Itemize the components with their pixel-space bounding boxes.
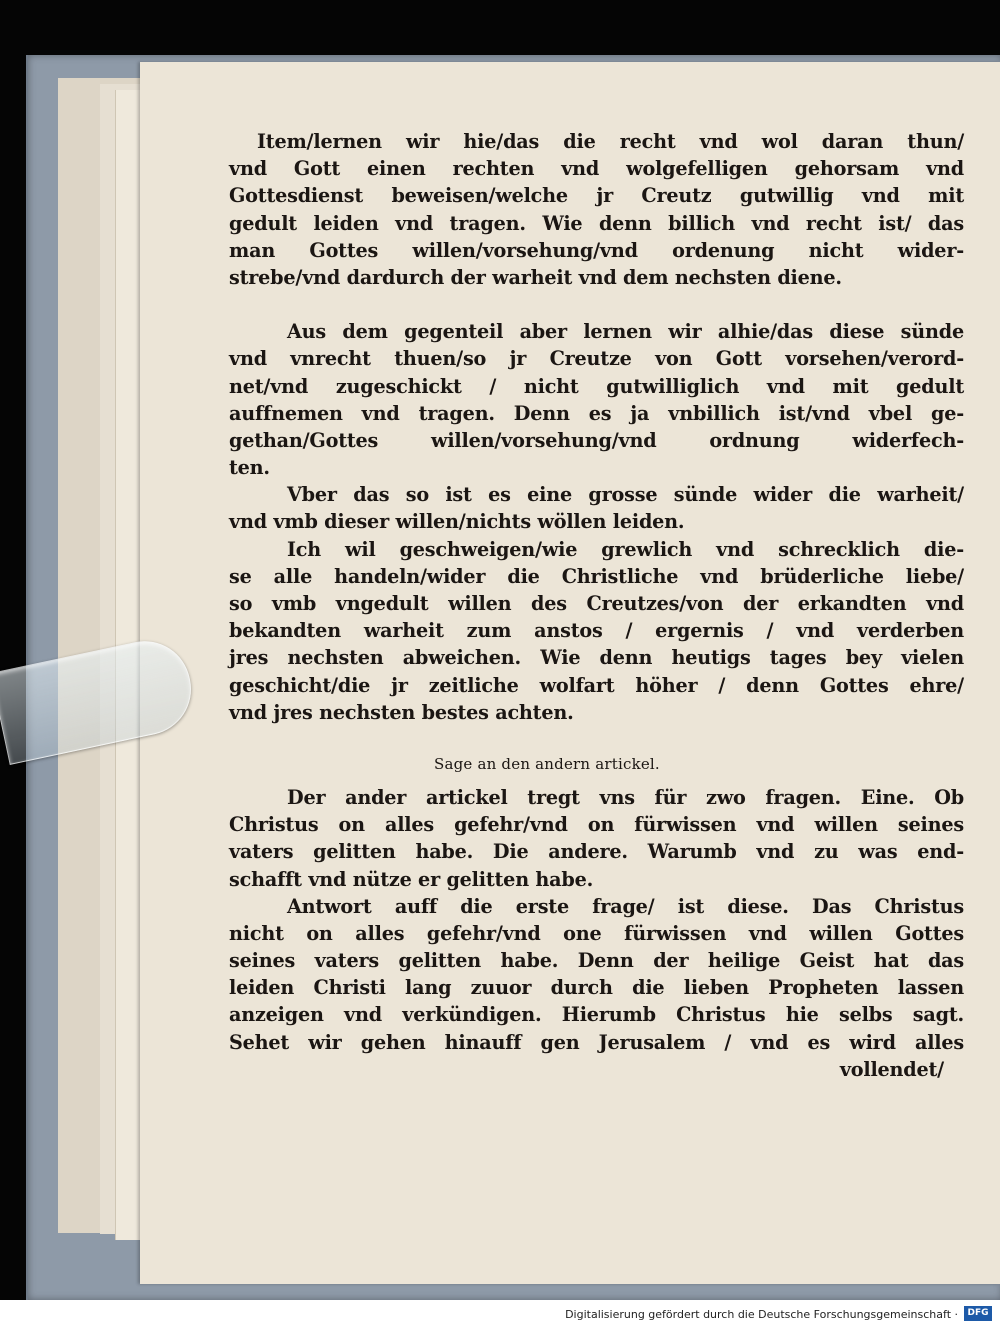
text-line: strebe/vnd dardurch der warheit vnd dem nechsten diene. bbox=[229, 265, 842, 289]
text-line: vaters gelitten habe. Die andere. Warumb vnd zu was end- bbox=[229, 840, 964, 864]
text-line: anzeigen vnd verkündigen. Hierumb Christus hie selbs sagt. bbox=[229, 1003, 964, 1027]
text-line: se alle handeln/wider die Christliche vnd brüderliche liebe/ bbox=[229, 564, 964, 588]
catchword-line: vollendet/ bbox=[839, 1057, 944, 1081]
text-line: leiden Christi lang zuuor durch die lieben Propheten lassen bbox=[229, 976, 964, 1000]
text-line: schafft vnd nütze er gelitten habe. bbox=[229, 867, 594, 891]
text-line: Gottesdienst beweisen/welche jr Creutz gutwillig vnd mit bbox=[229, 184, 964, 208]
text-line: nicht on alles gefehr/vnd one fürwissen vnd willen Gottes bbox=[229, 921, 964, 945]
text-line: so vmb vngedult willen des Creutzes/von der erkandten vnd bbox=[229, 592, 964, 615]
text-line: bekandten warheit zum anstos / ergernis / vnd verderben bbox=[229, 619, 964, 643]
footer-bar bbox=[0, 1300, 1000, 1328]
text-line: vnd vmb dieser willen/nichts wöllen leiden. bbox=[229, 510, 685, 534]
page-text bbox=[229, 128, 964, 1083]
text-line: net/vnd zugeschickt / nicht gutwilliglich vnd mit gedult bbox=[229, 374, 964, 398]
text-line: vnd Gott einen rechten vnd wolgefelligen gehorsam vnd bbox=[229, 157, 964, 181]
text-line: Ich wil geschweigen/wie grewlich vnd schrecklich die- bbox=[287, 537, 964, 561]
text-line: auffnemen vnd tragen. Denn es ja vnbillich ist/vnd vbel ge- bbox=[229, 401, 964, 425]
text-line: jres nechsten abweichen. Wie denn heutigs tages bey vielen bbox=[229, 646, 964, 670]
text-line: gethan/Gottes willen/vorsehung/vnd ordnung widerfech- bbox=[229, 428, 964, 452]
paragraph-gap bbox=[229, 291, 964, 318]
text-line: Vber das so ist es eine grosse sünde wider die warheit/ bbox=[287, 483, 964, 507]
text-line: gedult leiden vnd tragen. Wie denn billich vnd recht ist/ das bbox=[229, 211, 964, 235]
text-line: Christus on alles gefehr/vnd on fürwissen vnd willen seines bbox=[229, 813, 964, 837]
text-line: vnd vnrecht thuen/so jr Creutze von Gott vorsehen/verord- bbox=[229, 347, 964, 371]
section-heading: Sage an den andern artickel. bbox=[434, 754, 660, 773]
text-line: Aus dem gegenteil aber lernen wir alhie/das diese sünde bbox=[287, 320, 964, 344]
text-line: ten. bbox=[229, 456, 270, 480]
dfg-logo-icon: DFG bbox=[964, 1306, 992, 1321]
text-line: man Gottes willen/vorsehung/vnd ordenung nicht wider- bbox=[229, 238, 964, 262]
text-line: geschicht/die jr zeitliche wolfart höher / denn Gottes ehre/ bbox=[229, 673, 964, 697]
funding-credit: Digitalisierung gefördert durch die Deutsche Forschungsgemeinschaft · bbox=[565, 1308, 958, 1321]
text-line: Der ander artickel tregt vns für zwo fragen. Eine. Ob bbox=[287, 785, 964, 809]
text-line: seines vaters gelitten habe. Denn der heilige Geist hat das bbox=[229, 949, 964, 973]
text-line: Sehet wir gehen hinauff gen Jerusalem / vnd es wird alles bbox=[229, 1030, 964, 1054]
text-line: Antwort auff die erste frage/ ist diese. Das Christus bbox=[287, 894, 964, 918]
text-line: Item/lernen wir hie/das die recht vnd wol daran thun/ bbox=[257, 130, 964, 153]
text-line: vnd jres nechsten bestes achten. bbox=[229, 700, 574, 724]
